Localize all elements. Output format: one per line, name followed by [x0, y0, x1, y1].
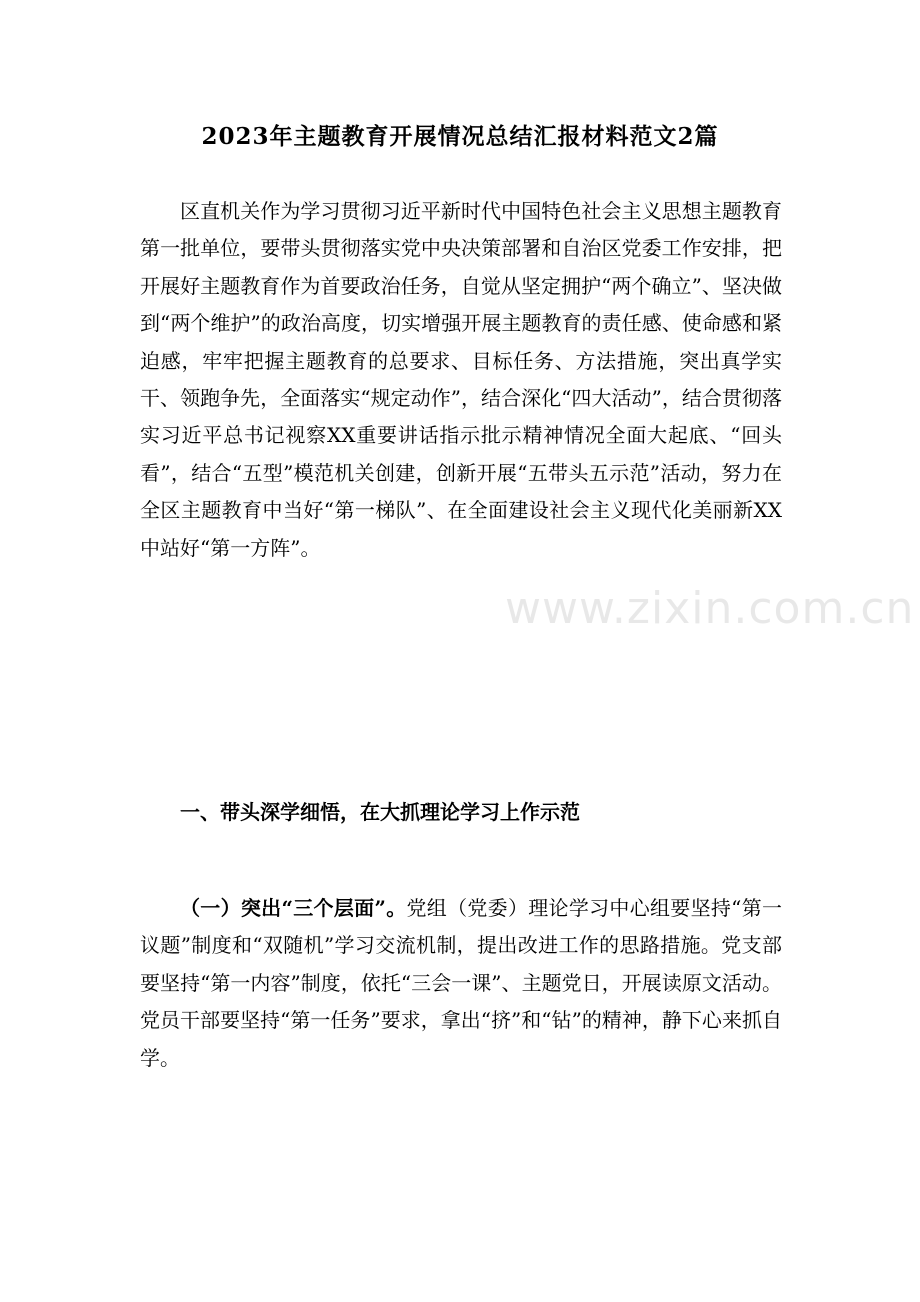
section-heading: 一、带头深学细悟，在大抓理论学习上作示范 — [180, 800, 580, 824]
subsection-paragraph — [140, 890, 782, 1077]
watermark-text: www.zixin.com.cn — [505, 583, 915, 634]
document-title: 2023年主题教育开展情况总结汇报材料范文2篇 — [201, 123, 719, 150]
subsection-body: 党组（党委）理论学习中心组要坚持“第一议题”制度和“双随机”学习交流机制，提出改进工作的思路措施。党支部要坚持“第一内容”制度，依托“三会一课”、主题党日，开展读原文活动。党员干部要坚持“第一任务”要求，拿出“挤”和“钻”的精神，静下心来抓自学。 — [140, 896, 782, 1070]
intro-paragraph: 区直机关作为学习贯彻习近平新时代中国特色社会主义思想主题教育第一批单位，要带头贯彻落实党中央决策部署和自治区党委工作安排，把开展好主题教育作为首要政治任务，自觉从坚定拥护“两个确立”、坚决做到“两个维护”的政治高度，切实增强开展主题教育的责任感、使命感和紧迫感，牢牢把握主题教育的总要求、目标任务、方法措施，突出真学实干、领跑争先，全面落实“规定动作”，结合深化“四大活动”，结合贯彻落实习近平总书记视察XX重要讲话指示批示精神情况全面大起底、“回头看”，结合“五型”模范机关创建，创新开展“五带头五示范”活动，努力在全区主题教育中当好“第一梯队”、在全面建设社会主义现代化美丽新XX中站好“第一方阵”。 — [140, 199, 782, 560]
subsection-lead: （一）突出“三个层面”。 — [180, 896, 407, 920]
